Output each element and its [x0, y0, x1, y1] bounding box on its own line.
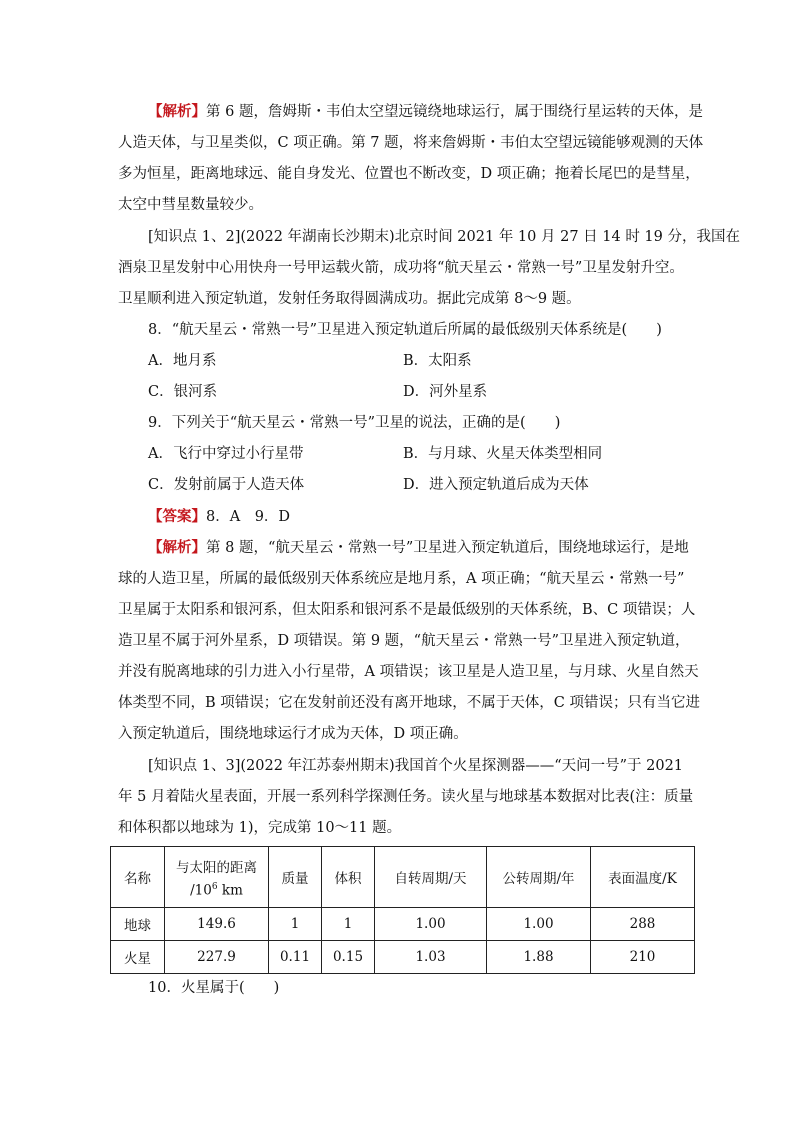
header-volume: 体积	[322, 847, 375, 908]
table-row	[111, 941, 695, 974]
explanation-tag: 【解析】	[148, 539, 206, 556]
question-8-option-c: C．银河系	[148, 384, 218, 400]
passage-line: 和体积都以地球为 1)，完成第 10～11 题。	[118, 820, 402, 836]
table-cell: 210	[591, 941, 695, 974]
question-9-option-b: B．与月球、火星天体类型相同	[403, 446, 603, 462]
table-cell: 227.9	[165, 941, 269, 974]
explanation-line: 【解析】第 8 题，“航天星云・常熟一号”卫星进入预定轨道后，围绕地球运行，是地	[148, 539, 689, 556]
explanation-line: 体类型不同，B 项错误；它在发射前还没有离开地球，不属于天体，C 项错误；只有当它进	[118, 695, 700, 711]
explanation-tag: 【解析】	[148, 103, 206, 120]
question-9-option-a: A．飞行中穿过小行星带	[148, 446, 304, 462]
header-temperature: 表面温度/K	[591, 847, 695, 908]
table-header-row	[111, 847, 695, 908]
table-cell: 1	[322, 908, 375, 941]
mars-earth-comparison-table	[110, 846, 695, 974]
table-cell: 1.88	[487, 941, 591, 974]
question-8-option-d: D．河外星系	[403, 384, 488, 400]
passage-line: 年 5 月着陆火星表面，开展一系列科学探测任务。读火星与地球基本数据对比表(注：质量	[118, 789, 694, 805]
passage-line: 卫星顺利进入预定轨道，发射任务取得圆满成功。据此完成第 8～9 题。	[118, 291, 581, 307]
table-cell: 1.03	[375, 941, 487, 974]
table-cell: 0.15	[322, 941, 375, 974]
question-8-stem: 8．“航天星云・常熟一号”卫星进入预定轨道后所属的最低级别天体系统是( )	[148, 322, 662, 338]
question-10-stem: 10．火星属于( )	[148, 980, 280, 996]
header-distance: 与太阳的距离 $/10^6$ km	[165, 847, 269, 908]
passage-line: [知识点 1、3](2022 年江苏泰州期末)我国首个火星探测器——“天问一号”于 2021	[148, 758, 684, 774]
header-name: 名称	[111, 847, 165, 908]
explanation-line: 太空中彗星数量较少。	[118, 197, 263, 213]
answer-line	[148, 507, 290, 527]
question-9-option-c: C．发射前属于人造天体	[148, 477, 305, 493]
table-row	[111, 908, 695, 941]
answer-text: 8．A 9．D	[206, 509, 291, 525]
header-revolution: 公转周期/年	[487, 847, 591, 908]
table-cell: 149.6	[165, 908, 269, 941]
table-cell: 288	[591, 908, 695, 941]
explanation-line: 造卫星不属于河外星系，D 项错误。第 9 题，“航天星云・常熟一号”卫星进入预定轨道，	[118, 633, 690, 649]
header-rotation: 自转周期/天	[375, 847, 487, 908]
table-cell: 1.00	[375, 908, 487, 941]
explanation-line: 并没有脱离地球的引力进入小行星带，A 项错误；该卫星是人造卫星，与月球、火星自然天	[118, 664, 699, 680]
explanation-line: 球的人造卫星，所属的最低级别天体系统应是地月系，A 项正确；“航天星云・常熟一号”	[118, 571, 685, 587]
passage-line: [知识点 1、2](2022 年湖南长沙期末)北京时间 2021 年 10 月 27 日 14 时 19 分，我国在	[148, 229, 740, 245]
table-cell: 地球	[111, 908, 165, 941]
question-8-option-a: A．地月系	[148, 353, 217, 369]
question-9-stem: 9．下列关于“航天星云・常熟一号”卫星的说法，正确的是( )	[148, 415, 561, 431]
explanation-line: 多为恒星，距离地球远、能自身发光、位置也不断改变，D 项正确；拖着长尾巴的是彗星，	[118, 166, 700, 182]
table-cell: 火星	[111, 941, 165, 974]
passage-line: 酒泉卫星发射中心用快舟一号甲运载火箭，成功将“航天星云・常熟一号”卫星发射升空。	[118, 260, 684, 276]
explanation-line: 人造天体，与卫星类似，C 项正确。第 7 题，将来詹姆斯・韦伯太空望远镜能够观测的天体	[118, 135, 704, 151]
table-cell: 0.11	[269, 941, 322, 974]
explanation-line: 入预定轨道后，围绕地球运行才成为天体，D 项正确。	[118, 726, 468, 742]
header-mass: 质量	[269, 847, 322, 908]
question-9-option-d: D．进入预定轨道后成为天体	[403, 477, 589, 493]
table-cell: 1	[269, 908, 322, 941]
table-cell: 1.00	[487, 908, 591, 941]
answer-tag: 【答案】	[148, 508, 206, 525]
explanation-line: 卫星属于太阳系和银河系，但太阳系和银河系不是最低级别的天体系统，B、C 项错误；人	[118, 602, 696, 618]
question-8-option-b: B．太阳系	[403, 353, 472, 369]
explanation-line: 【解析】第 6 题，詹姆斯・韦伯太空望远镜绕地球运行，属于围绕行星运转的天体，是	[148, 103, 703, 120]
